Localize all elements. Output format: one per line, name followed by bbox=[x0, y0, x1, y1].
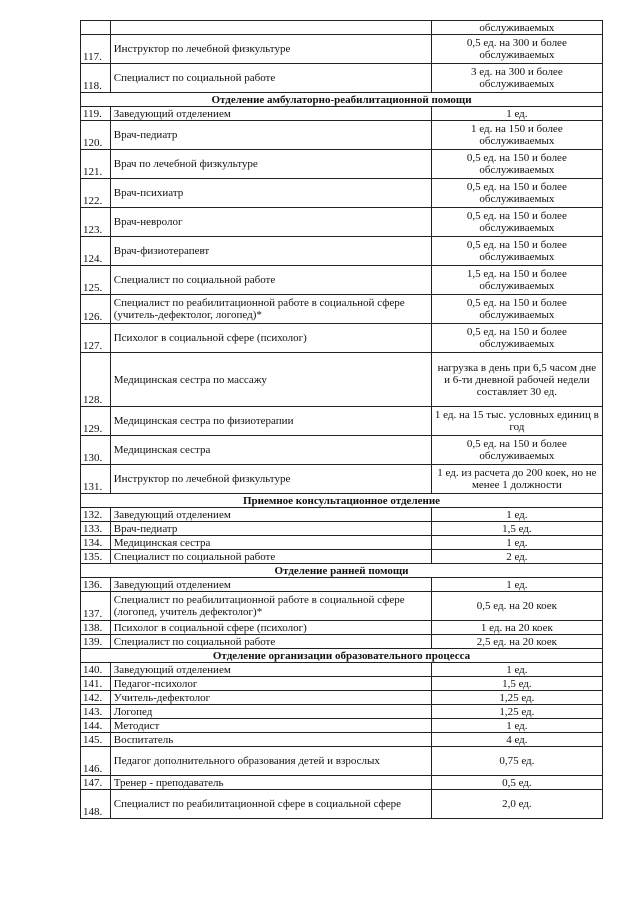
table-row bbox=[81, 733, 603, 747]
row-number: 135. bbox=[81, 550, 111, 564]
staffing-norm: 1,25 ед. bbox=[431, 691, 602, 705]
position-name: Заведующий отделением bbox=[110, 508, 431, 522]
row-number: 128. bbox=[81, 353, 111, 407]
section-title: Отделение ранней помощи bbox=[81, 564, 603, 578]
row-number bbox=[81, 21, 111, 35]
staffing-norm: нагрузка в день при 6,5 часом дне и 6-ти дневной рабочей недели составляет 30 ед. bbox=[431, 353, 602, 407]
table-row bbox=[81, 621, 603, 635]
position-name: Педагог дополнительного образования детей и взрослых bbox=[110, 747, 431, 776]
table-row bbox=[81, 407, 603, 436]
row-number: 146. bbox=[81, 747, 111, 776]
staffing-norm: 1 ед. на 150 и более обслуживаемых bbox=[431, 121, 602, 150]
table-row bbox=[81, 776, 603, 790]
row-number: 126. bbox=[81, 295, 111, 324]
position-name: Медицинская сестра по массажу bbox=[110, 353, 431, 407]
section-header-row bbox=[81, 564, 603, 578]
table-row bbox=[81, 592, 603, 621]
staffing-norm: 0,5 ед. bbox=[431, 776, 602, 790]
table-row bbox=[81, 324, 603, 353]
table-row bbox=[81, 550, 603, 564]
position-name: Специалист по социальной работе bbox=[110, 266, 431, 295]
row-number: 121. bbox=[81, 150, 111, 179]
staffing-norm: 0,5 ед. на 150 и более обслуживаемых bbox=[431, 208, 602, 237]
table-row bbox=[81, 635, 603, 649]
staffing-norm: 4 ед. bbox=[431, 733, 602, 747]
staffing-norm: обслуживаемых bbox=[431, 21, 602, 35]
position-name: Специалист по социальной работе bbox=[110, 64, 431, 93]
position-name: Специалист по социальной работе bbox=[110, 635, 431, 649]
table-row bbox=[81, 21, 603, 35]
table-row bbox=[81, 522, 603, 536]
staffing-norm: 1 ед. bbox=[431, 107, 602, 121]
position-name: Медицинская сестра по физиотерапии bbox=[110, 407, 431, 436]
staffing-norm: 1 ед. bbox=[431, 578, 602, 592]
position-name: Специалист по реабилитационной работе в социальной сфере (учитель-дефектолог, логопед)* bbox=[110, 295, 431, 324]
section-header-row bbox=[81, 494, 603, 508]
staffing-norm: 1 ед. bbox=[431, 536, 602, 550]
position-name: Психолог в социальной сфере (психолог) bbox=[110, 621, 431, 635]
position-name: Учитель-дефектолог bbox=[110, 691, 431, 705]
staffing-norm: 0,5 ед. на 20 коек bbox=[431, 592, 602, 621]
table-row bbox=[81, 35, 603, 64]
position-name: Врач-психиатр bbox=[110, 179, 431, 208]
staffing-norm: 3 ед. на 300 и более обслуживаемых bbox=[431, 64, 602, 93]
staffing-norm: 1 ед. bbox=[431, 719, 602, 733]
document-page bbox=[80, 20, 603, 819]
table-row bbox=[81, 691, 603, 705]
table-row bbox=[81, 295, 603, 324]
staffing-norm: 0,5 ед. на 300 и более обслуживаемых bbox=[431, 35, 602, 64]
row-number: 144. bbox=[81, 719, 111, 733]
position-name: Педагог-психолог bbox=[110, 677, 431, 691]
position-name: Врач-педиатр bbox=[110, 121, 431, 150]
position-name: Заведующий отделением bbox=[110, 578, 431, 592]
staffing-norm: 1 ед. на 15 тыс. условных единиц в год bbox=[431, 407, 602, 436]
staffing-norm: 1,25 ед. bbox=[431, 705, 602, 719]
row-number: 131. bbox=[81, 465, 111, 494]
staffing-norm: 1 ед. bbox=[431, 663, 602, 677]
table-row bbox=[81, 536, 603, 550]
table-row bbox=[81, 578, 603, 592]
row-number: 139. bbox=[81, 635, 111, 649]
table-row bbox=[81, 508, 603, 522]
table-row bbox=[81, 266, 603, 295]
staffing-norm: 0,75 ед. bbox=[431, 747, 602, 776]
staffing-norm: 2 ед. bbox=[431, 550, 602, 564]
position-name: Заведующий отделением bbox=[110, 663, 431, 677]
staffing-norm: 2,5 ед. на 20 коек bbox=[431, 635, 602, 649]
staffing-norm: 2,0 ед. bbox=[431, 790, 602, 819]
row-number: 142. bbox=[81, 691, 111, 705]
staffing-table bbox=[80, 20, 603, 819]
row-number: 138. bbox=[81, 621, 111, 635]
position-name: Воспитатель bbox=[110, 733, 431, 747]
position-name: Инструктор по лечебной физкультуре bbox=[110, 35, 431, 64]
row-number: 136. bbox=[81, 578, 111, 592]
table-row bbox=[81, 719, 603, 733]
staffing-norm: 0,5 ед. на 150 и более обслуживаемых bbox=[431, 436, 602, 465]
row-number: 124. bbox=[81, 237, 111, 266]
row-number: 118. bbox=[81, 64, 111, 93]
row-number: 122. bbox=[81, 179, 111, 208]
section-title: Отделение амбулаторно-реабилитационной помощи bbox=[81, 93, 603, 107]
table-row bbox=[81, 790, 603, 819]
row-number: 127. bbox=[81, 324, 111, 353]
row-number: 125. bbox=[81, 266, 111, 295]
table-row bbox=[81, 677, 603, 691]
staffing-norm: 1,5 ед. на 150 и более обслуживаемых bbox=[431, 266, 602, 295]
row-number: 147. bbox=[81, 776, 111, 790]
section-header-row bbox=[81, 93, 603, 107]
staffing-norm: 1,5 ед. bbox=[431, 677, 602, 691]
position-name: Заведующий отделением bbox=[110, 107, 431, 121]
row-number: 137. bbox=[81, 592, 111, 621]
row-number: 133. bbox=[81, 522, 111, 536]
table-row bbox=[81, 465, 603, 494]
staffing-table-body bbox=[81, 21, 603, 819]
row-number: 119. bbox=[81, 107, 111, 121]
staffing-norm: 1,5 ед. bbox=[431, 522, 602, 536]
staffing-norm: 1 ед. на 20 коек bbox=[431, 621, 602, 635]
row-number: 120. bbox=[81, 121, 111, 150]
position-name: Специалист по социальной работе bbox=[110, 550, 431, 564]
row-number: 129. bbox=[81, 407, 111, 436]
section-title: Отделение организации образовательного процесса bbox=[81, 649, 603, 663]
staffing-norm: 0,5 ед. на 150 и более обслуживаемых bbox=[431, 295, 602, 324]
row-number: 140. bbox=[81, 663, 111, 677]
staffing-norm: 0,5 ед. на 150 и более обслуживаемых bbox=[431, 324, 602, 353]
section-header-row bbox=[81, 649, 603, 663]
row-number: 123. bbox=[81, 208, 111, 237]
position-name: Методист bbox=[110, 719, 431, 733]
position-name: Специалист по реабилитационной работе в социальной сфере (логопед, учитель дефектолог)* bbox=[110, 592, 431, 621]
table-row bbox=[81, 107, 603, 121]
row-number: 141. bbox=[81, 677, 111, 691]
position-name: Врач по лечебной физкультуре bbox=[110, 150, 431, 179]
staffing-norm: 1 ед. из расчета до 200 коек, но не менее 1 должности bbox=[431, 465, 602, 494]
position-name: Врач-педиатр bbox=[110, 522, 431, 536]
staffing-norm: 0,5 ед. на 150 и более обслуживаемых bbox=[431, 150, 602, 179]
row-number: 130. bbox=[81, 436, 111, 465]
table-row bbox=[81, 747, 603, 776]
position-name: Медицинская сестра bbox=[110, 436, 431, 465]
staffing-norm: 1 ед. bbox=[431, 508, 602, 522]
position-name: Тренер - преподаватель bbox=[110, 776, 431, 790]
staffing-norm: 0,5 ед. на 150 и более обслуживаемых bbox=[431, 179, 602, 208]
row-number: 145. bbox=[81, 733, 111, 747]
table-row bbox=[81, 237, 603, 266]
table-row bbox=[81, 64, 603, 93]
row-number: 148. bbox=[81, 790, 111, 819]
position-name: Логопед bbox=[110, 705, 431, 719]
section-title: Приемное консультационное отделение bbox=[81, 494, 603, 508]
position-name: Врач-невролог bbox=[110, 208, 431, 237]
table-row bbox=[81, 208, 603, 237]
position-name: Специалист по реабилитационной сфере в социальной сфере bbox=[110, 790, 431, 819]
table-row bbox=[81, 353, 603, 407]
position-name bbox=[110, 21, 431, 35]
position-name: Инструктор по лечебной физкультуре bbox=[110, 465, 431, 494]
row-number: 132. bbox=[81, 508, 111, 522]
row-number: 134. bbox=[81, 536, 111, 550]
position-name: Психолог в социальной сфере (психолог) bbox=[110, 324, 431, 353]
row-number: 143. bbox=[81, 705, 111, 719]
table-row bbox=[81, 663, 603, 677]
position-name: Врач-физиотерапевт bbox=[110, 237, 431, 266]
row-number: 117. bbox=[81, 35, 111, 64]
table-row bbox=[81, 179, 603, 208]
table-row bbox=[81, 121, 603, 150]
position-name: Медицинская сестра bbox=[110, 536, 431, 550]
staffing-norm: 0,5 ед. на 150 и более обслуживаемых bbox=[431, 237, 602, 266]
table-row bbox=[81, 436, 603, 465]
table-row bbox=[81, 150, 603, 179]
table-row bbox=[81, 705, 603, 719]
